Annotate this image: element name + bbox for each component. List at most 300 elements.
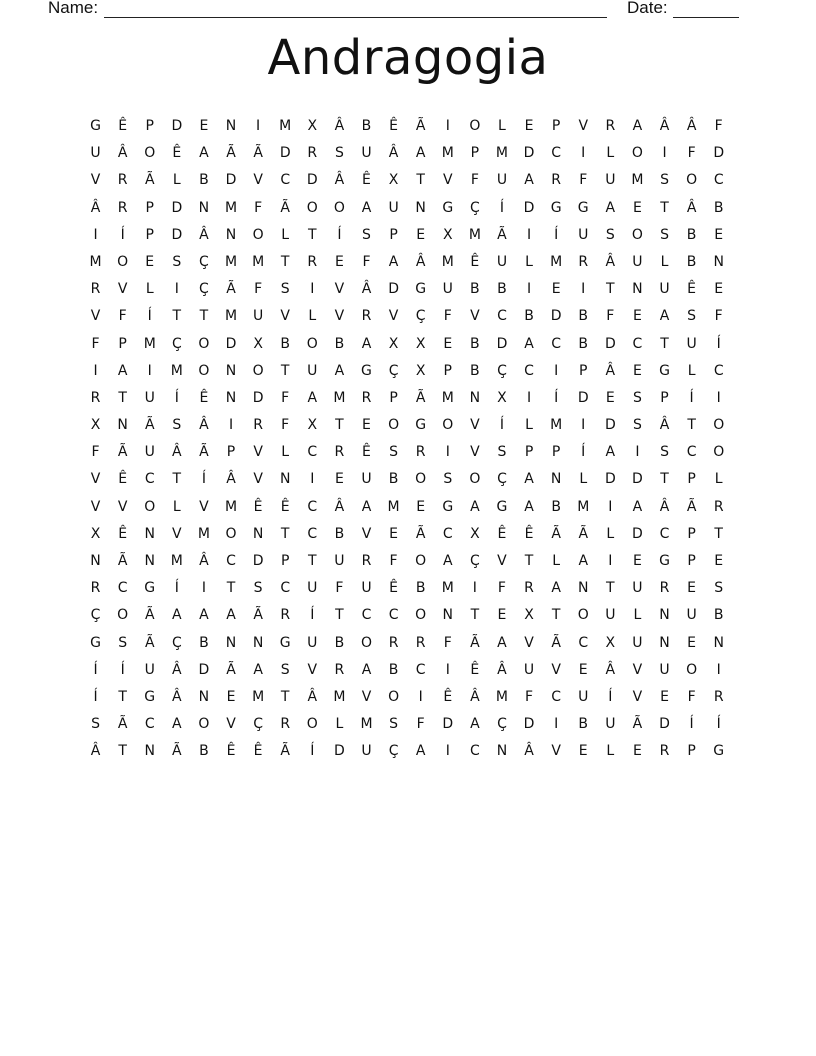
grid-letter[interactable]: S — [280, 661, 290, 678]
grid-letter[interactable]: Ê — [118, 471, 128, 488]
grid-letter[interactable]: N — [225, 118, 237, 134]
grid-letter[interactable]: U — [605, 172, 616, 189]
grid-letter[interactable]: Ê — [687, 281, 697, 298]
grid-letter[interactable]: V — [172, 525, 182, 542]
grid-letter[interactable]: V — [334, 281, 345, 298]
grid-letter[interactable]: Â — [415, 253, 426, 270]
grid-letter[interactable]: R — [551, 172, 561, 189]
grid-letter[interactable]: T — [226, 580, 236, 597]
grid-letter[interactable]: Ê — [253, 498, 263, 515]
grid-letter[interactable]: G — [361, 362, 372, 379]
grid-letter[interactable]: F — [389, 553, 398, 569]
grid-letter[interactable]: Ã — [415, 118, 426, 134]
grid-letter[interactable]: Ê — [118, 118, 128, 134]
grid-letter[interactable]: U — [334, 553, 345, 569]
grid-letter[interactable]: D — [442, 716, 454, 733]
grid-letter[interactable]: R — [415, 444, 426, 461]
grid-letter[interactable]: V — [632, 661, 643, 678]
grid-letter[interactable]: V — [307, 661, 318, 678]
grid-letter[interactable]: Ê — [172, 145, 182, 162]
grid-letter[interactable]: S — [91, 716, 100, 733]
grid-letter[interactable]: F — [91, 335, 100, 352]
grid-letter[interactable]: Â — [388, 145, 399, 162]
grid-letter[interactable]: G — [550, 199, 562, 216]
grid-letter[interactable]: Ç — [171, 634, 182, 651]
grid-letter[interactable]: O — [469, 118, 481, 134]
grid-letter[interactable]: C — [144, 716, 155, 733]
grid-letter[interactable]: F — [118, 308, 127, 325]
grid-letter[interactable]: L — [660, 253, 669, 270]
grid-letter[interactable]: N — [496, 743, 508, 760]
grid-letter[interactable]: E — [551, 281, 561, 298]
grid-letter[interactable]: T — [524, 553, 534, 569]
grid-letter[interactable]: A — [361, 335, 372, 352]
grid-letter[interactable]: R — [280, 607, 291, 624]
grid-letter[interactable]: T — [470, 607, 480, 624]
grid-letter[interactable]: V — [90, 471, 101, 488]
grid-letter[interactable]: M — [360, 716, 373, 733]
grid-letter[interactable]: Í — [310, 607, 315, 624]
grid-letter[interactable]: B — [361, 118, 372, 134]
grid-letter[interactable]: U — [605, 716, 616, 733]
grid-letter[interactable]: O — [469, 471, 481, 488]
grid-letter[interactable]: Â — [659, 417, 670, 434]
grid-letter[interactable]: O — [144, 145, 156, 162]
grid-letter[interactable]: O — [333, 199, 345, 216]
grid-letter[interactable]: A — [388, 253, 399, 270]
grid-letter[interactable]: D — [577, 389, 589, 406]
grid-letter[interactable]: M — [170, 553, 183, 569]
grid-letter[interactable]: U — [659, 661, 670, 678]
grid-letter[interactable]: Ã — [172, 743, 182, 760]
grid-letter[interactable]: B — [199, 743, 209, 760]
grid-letter[interactable]: S — [632, 417, 642, 434]
grid-letter[interactable]: I — [445, 743, 450, 760]
grid-letter[interactable]: D — [550, 308, 562, 325]
grid-letter[interactable]: N — [225, 226, 237, 243]
grid-letter[interactable]: R — [307, 145, 318, 162]
grid-letter[interactable]: Ã — [497, 226, 507, 243]
grid-letter[interactable]: C — [388, 607, 399, 624]
grid-letter[interactable]: A — [226, 607, 236, 624]
grid-letter[interactable]: X — [388, 172, 399, 189]
grid-letter[interactable]: V — [280, 308, 290, 325]
grid-letter[interactable]: X — [307, 417, 318, 434]
grid-letter[interactable]: A — [659, 308, 670, 325]
grid-letter[interactable]: A — [415, 145, 426, 162]
grid-letter[interactable]: Ê — [280, 498, 290, 515]
grid-letter[interactable]: S — [605, 226, 615, 243]
grid-letter[interactable]: Ã — [144, 417, 155, 434]
grid-letter[interactable]: A — [307, 389, 318, 406]
grid-letter[interactable]: I — [662, 145, 667, 162]
grid-letter[interactable]: D — [388, 281, 399, 298]
grid-letter[interactable]: F — [714, 308, 723, 325]
grid-letter[interactable]: C — [307, 498, 318, 515]
grid-letter[interactable]: Í — [499, 199, 505, 216]
grid-letter[interactable]: X — [470, 525, 480, 542]
grid-letter[interactable]: Í — [174, 389, 179, 406]
grid-letter[interactable]: I — [445, 118, 450, 134]
grid-letter[interactable]: X — [307, 118, 318, 134]
grid-letter[interactable]: D — [171, 199, 183, 216]
grid-letter[interactable]: A — [551, 580, 561, 597]
grid-letter[interactable]: U — [361, 580, 372, 597]
grid-letter[interactable]: L — [552, 553, 561, 569]
grid-letter[interactable]: G — [144, 580, 156, 597]
grid-letter[interactable]: Â — [199, 553, 209, 569]
grid-letter[interactable]: Ã — [280, 743, 290, 760]
grid-letter[interactable]: F — [606, 308, 615, 325]
grid-letter[interactable]: Ç — [253, 716, 263, 733]
grid-letter[interactable]: I — [554, 362, 559, 379]
grid-letter[interactable]: E — [632, 199, 642, 216]
grid-letter[interactable]: Í — [499, 417, 505, 434]
grid-letter[interactable]: V — [361, 525, 372, 542]
grid-letter[interactable]: M — [441, 580, 454, 597]
grid-letter[interactable]: O — [631, 226, 643, 243]
grid-letter[interactable]: V — [632, 688, 643, 705]
grid-letter[interactable]: F — [281, 389, 290, 406]
grid-letter[interactable]: Ã — [551, 634, 561, 651]
grid-letter[interactable]: Â — [659, 118, 670, 134]
grid-letter[interactable]: A — [199, 607, 209, 624]
grid-letter[interactable]: C — [442, 525, 453, 542]
grid-letter[interactable]: M — [143, 335, 156, 352]
grid-letter[interactable]: B — [497, 281, 507, 298]
grid-letter[interactable]: Ç — [388, 743, 399, 760]
grid-letter[interactable]: I — [526, 281, 532, 298]
grid-letter[interactable]: N — [198, 688, 210, 705]
grid-letter[interactable]: T — [280, 525, 290, 542]
grid-letter[interactable]: I — [716, 389, 721, 406]
grid-letter[interactable]: P — [145, 199, 154, 216]
grid-letter[interactable]: R — [713, 688, 724, 705]
grid-letter[interactable]: N — [713, 634, 724, 651]
grid-letter[interactable]: T — [308, 226, 317, 243]
grid-letter[interactable]: V — [551, 661, 561, 678]
grid-letter[interactable]: V — [199, 498, 209, 515]
grid-letter[interactable]: Í — [689, 716, 694, 733]
grid-letter[interactable]: Ê — [389, 118, 398, 134]
grid-letter[interactable]: C — [415, 661, 426, 678]
grid-letter[interactable]: E — [497, 607, 507, 624]
grid-letter[interactable]: N — [659, 634, 670, 651]
grid-letter[interactable]: S — [389, 716, 399, 733]
grid-letter[interactable]: N — [198, 199, 210, 216]
grid-letter[interactable]: F — [281, 417, 290, 434]
grid-letter[interactable]: E — [632, 743, 642, 760]
grid-letter[interactable]: S — [687, 308, 697, 325]
grid-letter[interactable]: X — [388, 335, 399, 352]
grid-letter[interactable]: U — [523, 661, 535, 678]
grid-letter[interactable]: X — [253, 335, 263, 352]
grid-letter[interactable]: C — [280, 580, 291, 597]
grid-letter[interactable]: Â — [605, 661, 616, 678]
grid-letter[interactable]: F — [714, 118, 723, 134]
grid-letter[interactable]: A — [199, 145, 209, 162]
grid-letter[interactable]: A — [605, 199, 616, 216]
grid-letter[interactable]: P — [443, 362, 452, 379]
grid-letter[interactable]: Í — [689, 389, 694, 406]
grid-letter[interactable]: E — [199, 118, 209, 134]
grid-letter[interactable]: B — [713, 199, 724, 216]
grid-letter[interactable]: Í — [716, 716, 721, 733]
grid-letter[interactable]: X — [605, 634, 616, 651]
grid-letter[interactable]: Í — [93, 661, 98, 678]
grid-letter[interactable]: P — [687, 743, 696, 760]
grid-letter[interactable]: O — [415, 553, 427, 569]
grid-letter[interactable]: F — [91, 444, 100, 461]
grid-letter[interactable]: Í — [554, 389, 559, 406]
grid-letter[interactable]: R — [388, 634, 399, 651]
grid-letter[interactable]: Â — [307, 688, 318, 705]
grid-letter[interactable]: A — [172, 716, 182, 733]
grid-letter[interactable]: T — [714, 525, 723, 542]
grid-letter[interactable]: C — [307, 525, 318, 542]
grid-letter[interactable]: A — [524, 471, 534, 488]
grid-letter[interactable]: D — [334, 743, 345, 760]
grid-letter[interactable]: R — [117, 199, 128, 216]
name-field-line[interactable] — [104, 17, 607, 18]
grid-letter[interactable]: I — [93, 362, 98, 379]
grid-letter[interactable]: O — [713, 417, 725, 434]
grid-letter[interactable]: E — [687, 634, 697, 651]
grid-letter[interactable]: T — [606, 580, 615, 597]
grid-letter[interactable]: O — [225, 525, 237, 542]
grid-letter[interactable]: O — [577, 607, 589, 624]
grid-letter[interactable]: G — [415, 417, 427, 434]
grid-letter[interactable]: V — [470, 308, 480, 325]
grid-letter[interactable]: X — [90, 417, 101, 434]
grid-letter[interactable]: D — [604, 471, 616, 488]
grid-letter[interactable]: S — [714, 580, 724, 597]
grid-letter[interactable]: P — [470, 145, 480, 162]
grid-letter[interactable]: A — [361, 199, 372, 216]
grid-letter[interactable]: L — [606, 743, 615, 760]
grid-letter[interactable]: N — [117, 417, 128, 434]
grid-letter[interactable]: Â — [361, 281, 372, 298]
grid-letter[interactable]: Í — [581, 444, 586, 461]
grid-letter[interactable]: Ã — [117, 444, 128, 461]
grid-letter[interactable]: P — [524, 444, 534, 461]
grid-letter[interactable]: M — [577, 498, 590, 515]
grid-letter[interactable]: B — [334, 335, 345, 352]
grid-letter[interactable]: R — [90, 389, 101, 406]
grid-letter[interactable]: Â — [334, 498, 345, 515]
grid-letter[interactable]: A — [470, 498, 480, 515]
grid-letter[interactable]: O — [415, 607, 427, 624]
grid-letter[interactable]: C — [551, 335, 562, 352]
grid-letter[interactable]: G — [659, 553, 670, 569]
grid-letter[interactable]: M — [333, 389, 346, 406]
grid-letter[interactable]: A — [524, 172, 534, 189]
grid-letter[interactable]: E — [416, 226, 426, 243]
grid-letter[interactable]: T — [551, 607, 561, 624]
grid-letter[interactable]: C — [497, 308, 507, 325]
grid-letter[interactable]: Ç — [199, 281, 209, 298]
grid-letter[interactable]: F — [470, 172, 479, 189]
grid-letter[interactable]: X — [90, 525, 101, 542]
grid-letter[interactable]: E — [443, 335, 453, 352]
grid-letter[interactable]: O — [117, 607, 129, 624]
grid-letter[interactable]: V — [470, 417, 480, 434]
grid-letter[interactable]: Í — [310, 743, 315, 760]
grid-letter[interactable]: U — [578, 688, 589, 705]
grid-letter[interactable]: T — [118, 688, 127, 705]
grid-letter[interactable]: Â — [497, 661, 507, 678]
grid-letter[interactable]: D — [659, 716, 670, 733]
grid-letter[interactable]: N — [550, 471, 562, 488]
grid-letter[interactable]: V — [117, 281, 128, 298]
grid-letter[interactable]: V — [470, 444, 480, 461]
grid-letter[interactable]: Í — [120, 226, 125, 243]
grid-letter[interactable]: I — [445, 661, 450, 678]
grid-letter[interactable]: S — [253, 580, 263, 597]
grid-letter[interactable]: V — [90, 308, 101, 325]
grid-letter[interactable]: A — [361, 661, 372, 678]
grid-letter[interactable]: T — [118, 743, 127, 760]
grid-letter[interactable]: Ç — [199, 253, 209, 270]
grid-letter[interactable]: M — [197, 525, 210, 542]
grid-letter[interactable]: U — [686, 335, 697, 352]
grid-letter[interactable]: P — [579, 362, 588, 379]
grid-letter[interactable]: P — [226, 444, 236, 461]
grid-letter[interactable]: F — [416, 716, 425, 733]
grid-letter[interactable]: C — [524, 362, 534, 379]
grid-letter[interactable]: V — [226, 716, 236, 733]
date-field-line[interactable] — [673, 17, 739, 18]
grid-letter[interactable]: Â — [117, 145, 128, 162]
grid-letter[interactable]: U — [496, 172, 508, 189]
grid-letter[interactable]: S — [660, 226, 669, 243]
grid-letter[interactable]: C — [713, 172, 724, 189]
grid-letter[interactable]: U — [578, 226, 589, 243]
grid-letter[interactable]: V — [578, 118, 589, 134]
grid-letter[interactable]: I — [445, 444, 450, 461]
grid-letter[interactable]: S — [334, 145, 344, 162]
grid-letter[interactable]: M — [441, 145, 454, 162]
grid-letter[interactable]: N — [225, 634, 237, 651]
grid-letter[interactable]: E — [687, 580, 697, 597]
grid-letter[interactable]: Â — [686, 118, 697, 134]
grid-letter[interactable]: Â — [659, 498, 670, 515]
grid-letter[interactable]: D — [198, 661, 210, 678]
grid-letter[interactable]: M — [441, 389, 454, 406]
grid-letter[interactable]: L — [308, 308, 317, 325]
grid-letter[interactable]: N — [442, 607, 453, 624]
grid-letter[interactable]: D — [225, 172, 237, 189]
grid-letter[interactable]: D — [279, 145, 291, 162]
grid-letter[interactable]: V — [253, 471, 263, 488]
grid-letter[interactable]: O — [252, 362, 264, 379]
grid-letter[interactable]: A — [415, 743, 426, 760]
grid-letter[interactable]: Í — [147, 308, 152, 325]
grid-letter[interactable]: T — [335, 607, 344, 624]
grid-letter[interactable]: G — [90, 634, 101, 651]
grid-letter[interactable]: C — [144, 471, 155, 488]
grid-letter[interactable]: R — [253, 417, 263, 434]
grid-letter[interactable]: O — [144, 498, 156, 515]
grid-letter[interactable]: X — [415, 335, 426, 352]
grid-letter[interactable]: I — [554, 716, 559, 733]
grid-letter[interactable]: P — [389, 226, 398, 243]
grid-letter[interactable]: P — [551, 444, 561, 461]
grid-letter[interactable]: L — [606, 145, 615, 162]
grid-letter[interactable]: I — [256, 118, 261, 134]
grid-letter[interactable]: Ã — [117, 553, 128, 569]
grid-letter[interactable]: L — [525, 417, 533, 434]
grid-letter[interactable]: L — [172, 172, 181, 189]
grid-letter[interactable]: I — [581, 145, 586, 162]
grid-letter[interactable]: N — [144, 553, 155, 569]
grid-letter[interactable]: Ê — [118, 525, 128, 542]
grid-letter[interactable]: V — [253, 172, 263, 189]
grid-letter[interactable]: M — [279, 118, 292, 134]
grid-letter[interactable]: E — [714, 226, 724, 243]
grid-letter[interactable]: Ç — [388, 362, 399, 379]
grid-letter[interactable]: P — [687, 471, 696, 488]
grid-letter[interactable]: F — [443, 634, 452, 651]
grid-letter[interactable]: M — [252, 253, 265, 270]
grid-letter[interactable]: Ã — [470, 634, 480, 651]
grid-letter[interactable]: D — [523, 716, 535, 733]
grid-letter[interactable]: A — [470, 716, 480, 733]
grid-letter[interactable]: N — [225, 389, 237, 406]
grid-letter[interactable]: B — [199, 634, 209, 651]
grid-letter[interactable]: C — [578, 634, 589, 651]
grid-letter[interactable]: Ç — [90, 607, 101, 624]
grid-letter[interactable]: S — [443, 471, 453, 488]
grid-letter[interactable]: B — [578, 308, 589, 325]
grid-letter[interactable]: G — [713, 743, 725, 760]
grid-letter[interactable]: V — [361, 688, 372, 705]
grid-letter[interactable]: A — [605, 444, 616, 461]
grid-letter[interactable]: C — [632, 335, 643, 352]
grid-letter[interactable]: M — [495, 145, 508, 162]
grid-letter[interactable]: O — [198, 335, 210, 352]
grid-letter[interactable]: Í — [120, 661, 125, 678]
grid-letter[interactable]: B — [686, 226, 697, 243]
grid-letter[interactable]: Â — [172, 688, 182, 705]
grid-letter[interactable]: D — [523, 199, 535, 216]
grid-letter[interactable]: G — [442, 199, 454, 216]
grid-letter[interactable]: P — [389, 389, 398, 406]
grid-letter[interactable]: C — [551, 145, 562, 162]
grid-letter[interactable]: G — [442, 498, 454, 515]
grid-letter[interactable]: Ã — [415, 525, 426, 542]
grid-letter[interactable]: O — [388, 688, 400, 705]
grid-letter[interactable]: Ã — [578, 525, 589, 542]
grid-letter[interactable]: F — [687, 688, 696, 705]
grid-letter[interactable]: N — [577, 580, 589, 597]
grid-letter[interactable]: L — [525, 253, 533, 270]
grid-letter[interactable]: Ã — [144, 634, 155, 651]
grid-letter[interactable]: O — [117, 253, 129, 270]
grid-letter[interactable]: R — [659, 743, 670, 760]
grid-letter[interactable]: Â — [90, 199, 101, 216]
grid-letter[interactable]: R — [361, 389, 372, 406]
grid-letter[interactable]: I — [472, 580, 477, 597]
grid-letter[interactable]: T — [660, 199, 669, 216]
grid-letter[interactable]: Ê — [199, 389, 209, 406]
grid-letter[interactable]: L — [606, 525, 615, 542]
grid-letter[interactable]: A — [253, 661, 263, 678]
grid-letter[interactable]: I — [310, 471, 315, 488]
grid-letter[interactable]: I — [716, 661, 721, 678]
grid-letter[interactable]: G — [144, 688, 156, 705]
grid-letter[interactable]: F — [525, 688, 534, 705]
